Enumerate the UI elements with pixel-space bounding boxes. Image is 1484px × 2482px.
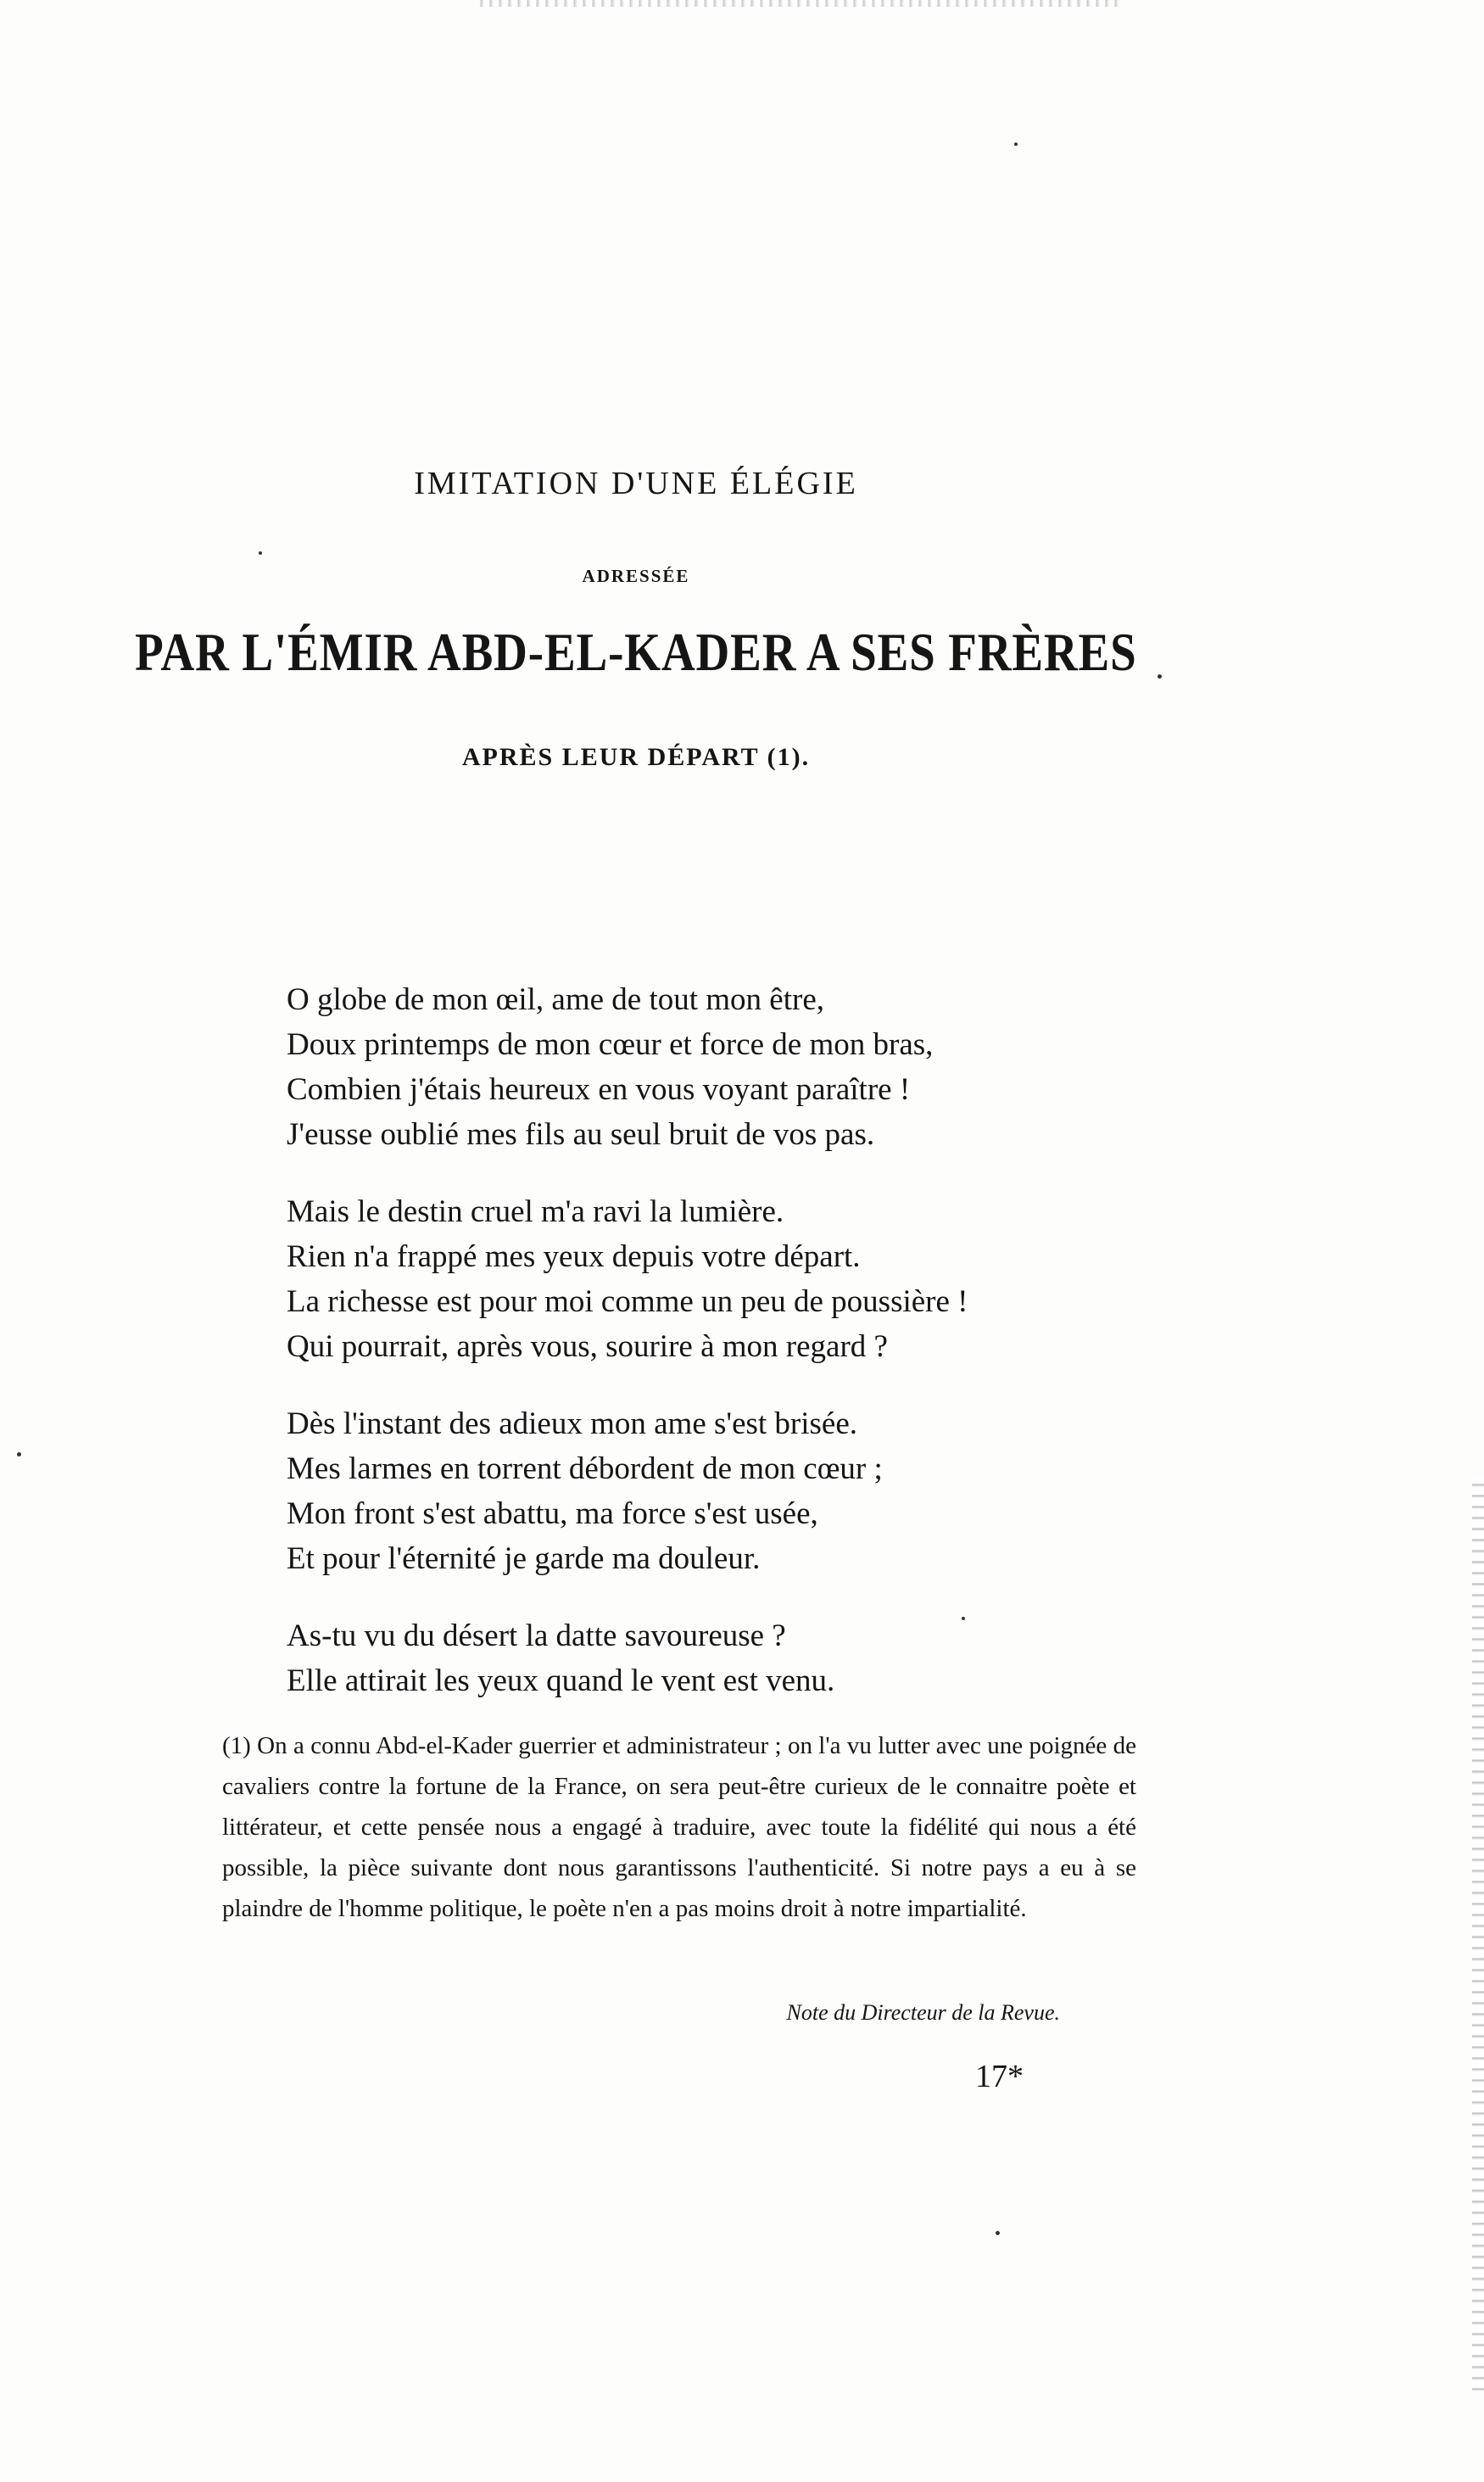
poem-line: Combien j'étais heureux en vous voyant paraître ! (287, 1072, 911, 1107)
poem-line: La richesse est pour moi comme un peu de poussière ! (287, 1284, 968, 1319)
stanza (287, 1613, 1135, 1703)
scan-noise-edge (1472, 1476, 1484, 2392)
stanza (287, 1401, 1135, 1581)
footnote: (1) On a connu Abd-el-Kader guerrier et administrateur ; on l'a vu lutter avec une poignée de cavaliers contre la fortune de la France, on sera peut-être curieux de le connaitre poète et littérateur, et cette pensée nous a engagé à traduire, avec toute la fidélité qui nous a été possible, la pièce suivante dont nous garantissons l'authenticité. Si notre pays a eu à se plaindre de l'homme politique, le poète n'en a pas moins droit à notre impartialité. (222, 1732, 1136, 1922)
page-number: 17* (975, 2059, 1024, 2094)
scan-speck (1158, 674, 1162, 679)
scan-noise-top (475, 0, 1119, 7)
poem-line: As-tu vu du désert la datte savoureuse ? (287, 1618, 786, 1653)
poem-line: Dès l'instant des adieux mon ame s'est brisée. (287, 1406, 858, 1441)
poem-line: Qui pourrait, après vous, sourire à mon regard ? (287, 1329, 888, 1364)
poem (287, 977, 1135, 1736)
subtitle (0, 743, 1484, 772)
main-heading-text: PAR L'ÉMIR ABD-EL-KADER A SES FRÈRES (135, 622, 1137, 682)
addressee-text: ADRESSÉE (582, 566, 690, 586)
main-heading (0, 621, 1484, 684)
poem-line: Doux printemps de mon cœur et force de mon bras, (287, 1027, 934, 1062)
poem-line: J'eusse oublié mes fils au seul bruit de vos pas. (287, 1117, 875, 1152)
scan-speck (962, 1617, 965, 1620)
page-title-text: IMITATION D'UNE ÉLÉGIE (414, 466, 858, 501)
subtitle-text: APRÈS LEUR DÉPART (1). (461, 743, 811, 771)
addressee-label (0, 566, 1484, 587)
stanza (287, 1189, 1135, 1369)
page-title (0, 465, 1484, 502)
poem-line: Mes larmes en torrent débordent de mon cœur ; (287, 1451, 883, 1486)
poem-line: O globe de mon œil, ame de tout mon être, (287, 982, 824, 1017)
stanza (287, 977, 1135, 1157)
poem-line: Mon front s'est abattu, ma force s'est usée, (287, 1496, 818, 1531)
scan-speck (1014, 143, 1018, 146)
scan-speck (259, 551, 262, 555)
poem-line: Rien n'a frappé mes yeux depuis votre départ. (287, 1239, 861, 1274)
scan-speck (17, 1452, 21, 1456)
poem-line: Et pour l'éternité je garde ma douleur. (287, 1541, 761, 1576)
footnote-signature: Note du Directeur de la Revue. (786, 2000, 1060, 2025)
scan-speck (996, 2231, 1000, 2235)
poem-line: Elle attirait les yeux quand le vent est venu. (287, 1663, 835, 1698)
poem-line: Mais le destin cruel m'a ravi la lumière. (287, 1194, 784, 1229)
